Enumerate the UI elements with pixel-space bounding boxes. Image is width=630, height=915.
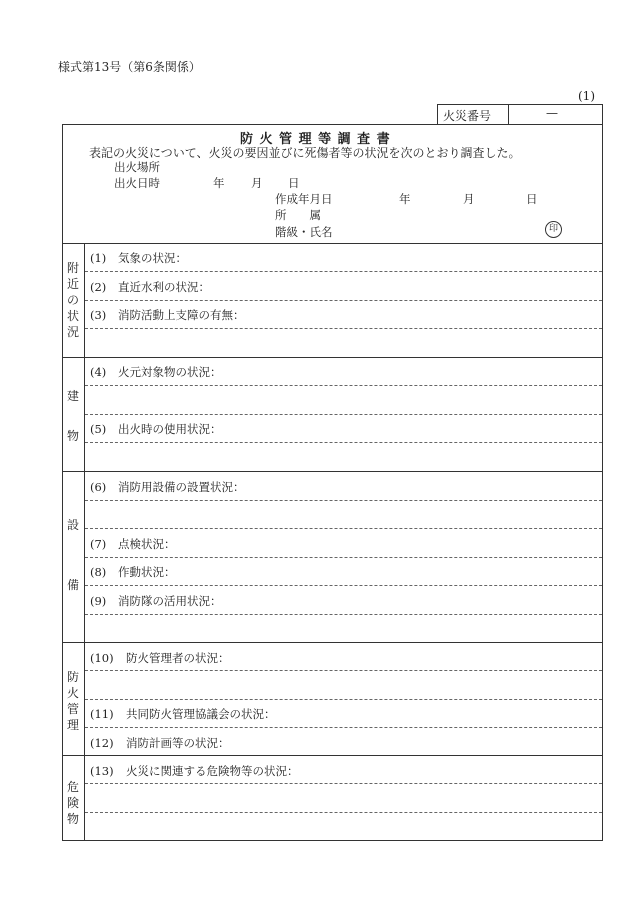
frame-right bbox=[602, 104, 603, 841]
item-number: (11) bbox=[90, 707, 114, 721]
item-fire-manager[interactable] bbox=[90, 650, 230, 666]
item-origin-building[interactable] bbox=[90, 364, 222, 380]
fire-number-box-top bbox=[437, 104, 602, 105]
section-divider-2 bbox=[62, 357, 603, 358]
item-text: 火災に関連する危険物等の状況： bbox=[126, 764, 299, 778]
row-line bbox=[85, 328, 602, 329]
item-text: 出火時の使用状況： bbox=[118, 422, 222, 436]
fire-number-value[interactable]: — bbox=[546, 106, 558, 120]
item-firefighting-obstacles[interactable] bbox=[90, 307, 245, 323]
item-text: 消防計画等の状況： bbox=[126, 736, 230, 750]
fire-number-label: 火災番号 bbox=[443, 109, 492, 123]
item-number: (7) bbox=[90, 537, 107, 551]
section-label-hazardous: 危 険 物 bbox=[66, 780, 79, 826]
affiliation-label: 所 属 bbox=[275, 208, 321, 222]
row-line bbox=[85, 271, 602, 272]
row-line bbox=[85, 783, 602, 784]
seal-mark bbox=[545, 221, 562, 238]
section-label-equipment: 設 備 bbox=[66, 518, 79, 592]
item-number: (2) bbox=[90, 280, 107, 294]
item-text: 消防活動上支障の有無： bbox=[118, 308, 245, 322]
row-line bbox=[85, 812, 602, 813]
item-usage-at-fire[interactable] bbox=[90, 421, 222, 437]
item-operation[interactable] bbox=[90, 564, 176, 580]
item-text: 共同防火管理協議会の状況： bbox=[126, 707, 276, 721]
item-text: 防火管理者の状況： bbox=[126, 651, 230, 665]
fire-date-year: 年 bbox=[213, 176, 225, 190]
fire-date-month: 月 bbox=[251, 176, 263, 190]
created-date-day: 日 bbox=[526, 192, 538, 206]
seal-text: 印 bbox=[548, 224, 558, 234]
item-number: (10) bbox=[90, 651, 114, 665]
section-label-building: 建 物 bbox=[66, 389, 79, 443]
row-line bbox=[85, 585, 602, 586]
item-text: 消防隊の活用状況： bbox=[118, 594, 222, 608]
created-date-year: 年 bbox=[399, 192, 411, 206]
section-divider-5 bbox=[62, 755, 603, 756]
section-divider-1 bbox=[62, 243, 603, 244]
item-number: (8) bbox=[90, 565, 107, 579]
intro-text: 表記の火災について、火災の要因並びに死傷者等の状況を次のとおり調査した。 bbox=[89, 146, 521, 160]
item-text: 点検状況： bbox=[118, 537, 176, 551]
fire-place-label: 出火場所 bbox=[114, 160, 160, 174]
item-hazardous-materials[interactable] bbox=[90, 763, 299, 779]
created-date-month: 月 bbox=[463, 192, 475, 206]
frame-left bbox=[62, 124, 63, 841]
section-divider-4 bbox=[62, 642, 603, 643]
item-number: (5) bbox=[90, 422, 107, 436]
item-number: (9) bbox=[90, 594, 107, 608]
item-text: 火元対象物の状況： bbox=[118, 365, 222, 379]
item-text: 直近水利の状況： bbox=[118, 280, 210, 294]
row-line bbox=[85, 670, 602, 671]
item-number: (3) bbox=[90, 308, 107, 322]
row-line bbox=[85, 614, 602, 615]
item-number: (6) bbox=[90, 480, 107, 494]
page-number: (1) bbox=[578, 89, 595, 103]
row-line bbox=[85, 300, 602, 301]
row-line bbox=[85, 500, 602, 501]
row-line bbox=[85, 442, 602, 443]
section-label-fire-prevention: 防 火 管 理 bbox=[66, 670, 79, 732]
fire-number-box-left bbox=[437, 104, 438, 124]
item-text: 気象の状況： bbox=[118, 251, 187, 265]
row-line bbox=[85, 414, 602, 415]
form-reference: 様式第13号（第6条関係） bbox=[58, 60, 201, 74]
rank-name-label: 階級・氏名 bbox=[275, 225, 333, 239]
item-number: (13) bbox=[90, 764, 114, 778]
frame-bottom bbox=[62, 840, 603, 841]
label-column-divider bbox=[84, 243, 85, 840]
created-date-label: 作成年月日 bbox=[275, 192, 333, 206]
fire-date-day: 日 bbox=[288, 176, 300, 190]
section-label-surroundings: 附 近 の 状 況 bbox=[66, 261, 79, 339]
item-number: (1) bbox=[90, 251, 107, 265]
row-line bbox=[85, 385, 602, 386]
document-title: 防 火 管 理 等 調 査 書 bbox=[240, 132, 391, 147]
fire-date-label: 出火日時 bbox=[114, 176, 160, 190]
item-number: (4) bbox=[90, 365, 107, 379]
item-water-source[interactable] bbox=[90, 279, 210, 295]
frame-top bbox=[62, 124, 603, 125]
row-line bbox=[85, 557, 602, 558]
fire-number-box-mid bbox=[508, 104, 509, 124]
item-text: 作動状況： bbox=[118, 565, 176, 579]
item-fire-plan[interactable] bbox=[90, 735, 230, 751]
item-fire-brigade-usage[interactable] bbox=[90, 593, 222, 609]
item-equipment-installation[interactable] bbox=[90, 479, 245, 495]
item-number: (12) bbox=[90, 736, 114, 750]
item-joint-council[interactable] bbox=[90, 706, 276, 722]
item-weather[interactable] bbox=[90, 250, 187, 266]
row-line bbox=[85, 727, 602, 728]
section-divider-3 bbox=[62, 471, 603, 472]
row-line bbox=[85, 699, 602, 700]
item-text: 消防用設備の設置状況： bbox=[118, 480, 245, 494]
row-line bbox=[85, 528, 602, 529]
item-inspection[interactable] bbox=[90, 536, 176, 552]
